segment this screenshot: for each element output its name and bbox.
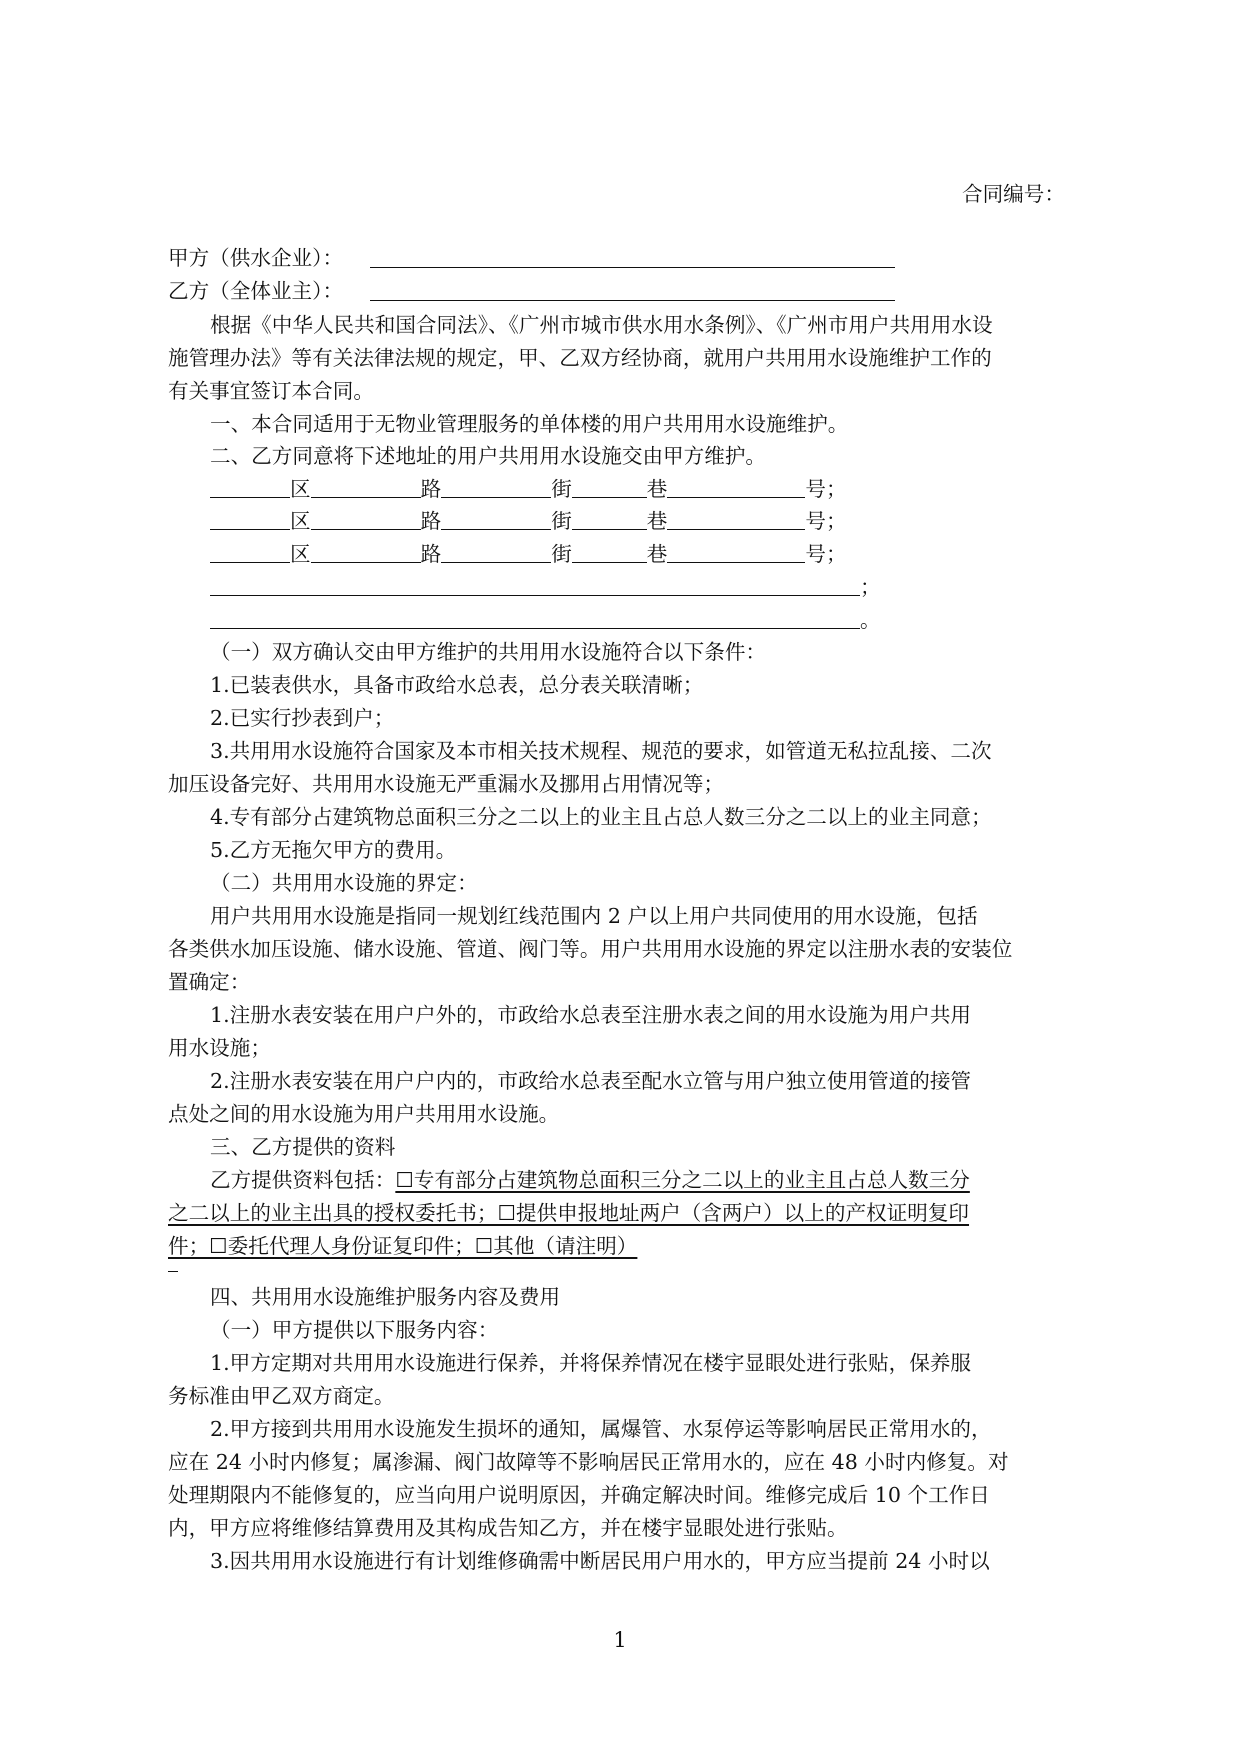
conditions-title: （一）双方确认交由甲方维护的共用用水设施符合以下条件： [210,640,767,664]
district-blank[interactable] [210,509,290,530]
district-label: 区 [290,509,311,533]
preamble-line-2: 施管理办法》等有关法律法规的规定，甲、乙双方经协商，就用户共用用水设施维护工作的 [168,346,992,370]
road-label: 路 [420,542,442,566]
materials-options-line-2[interactable]: 之二以上的业主出具的授权委托书；☐提供申报地址两户（含两户）以上的产权证明复印 [168,1201,970,1225]
district-label: 区 [290,542,311,566]
district-blank[interactable] [210,477,290,498]
number-blank[interactable] [667,542,805,563]
preamble-line-1: 根据《中华人民共和国合同法》、《广州市城市供水用水条例》、《广州市用户共用用水设 [210,313,993,337]
road-blank[interactable] [311,509,421,530]
definition-item-1-line-1: 1.注册水表安装在用户户外的，市政给水总表至注册水表之间的用水设施为用户共用 [210,1003,972,1027]
street-blank[interactable] [441,509,551,530]
condition-3-line-1: 3.共用用水设施符合国家及本市相关技术规程、规范的要求，如管道无私拉乱接、二次 [210,739,992,763]
clause-1: 一、本合同适用于无物业管理服务的单体楼的用户共用用水设施维护。 [210,412,849,436]
service-2-line-2: 应在 24 小时内修复；属渗漏、阀门故障等不影响居民正常用水的，应在 48 小时内修复。对 [168,1450,1009,1474]
definition-para-line-1: 用户共用用水设施是指同一规划红线范围内 2 户以上用户共同使用的用水设施，包括 [210,904,978,928]
party-a-label: 甲方（供水企业）： [168,246,344,270]
contract-number-label: 合同编号： [962,182,1065,206]
party-b-label: 乙方（全体业主）： [168,279,344,303]
clause-4-title: 四、共用用水设施维护服务内容及费用 [210,1285,561,1309]
condition-2: 2.已实行抄表到户； [210,706,395,730]
condition-1: 1.已装表供水，具备市政给水总表，总分表关联清晰； [210,673,704,697]
address-row-3 [210,539,1122,569]
lane-blank[interactable] [572,477,647,498]
service-2-line-1: 2.甲方接到共用用水设施发生损坏的通知，属爆管、水泵停运等影响居民正常用水的， [210,1417,992,1441]
definition-item-2-line-2: 点处之间的用水设施为用户共用用水设施。 [168,1102,560,1126]
definition-item-1-line-2: 用水设施； [168,1036,271,1060]
address-row-4 [210,572,1122,602]
address-free-blank[interactable] [210,575,860,596]
road-label: 路 [420,477,442,501]
condition-5: 5.乙方无拖欠甲方的费用。 [210,838,457,862]
address-row-2 [210,506,1122,536]
street-blank[interactable] [441,542,551,563]
preamble-line-3: 有关事宜签订本合同。 [168,379,374,403]
clause-2: 二、乙方同意将下述地址的用户共用用水设施交由甲方维护。 [210,444,767,468]
number-blank[interactable] [667,509,805,530]
address-row-5 [210,605,1122,635]
page-number: 1 [613,1628,627,1652]
service-2-line-4: 内，甲方应将维修结算费用及其构成告知乙方，并在楼宇显眼处进行张贴。 [168,1516,848,1540]
lane-label: 巷 [646,542,668,566]
party-a-blank[interactable] [370,267,895,268]
number-label: 号； [805,477,847,501]
address-period: 。 [860,608,881,632]
materials-options-line-1[interactable]: ☐专有部分占建筑物总面积三分之二以上的业主且占总人数三分 [395,1168,970,1192]
party-b-blank[interactable] [370,300,895,301]
lane-blank[interactable] [572,542,647,563]
service-1-line-2: 务标准由甲乙双方商定。 [168,1384,395,1408]
street-label: 街 [551,509,572,533]
definition-para-line-3: 置确定： [168,970,251,994]
materials-lead: 乙方提供资料包括： [210,1168,396,1192]
street-label: 街 [551,542,572,566]
definition-item-2-line-1: 2.注册水表安装在用户户内的，市政给水总表至配水立管与用户独立使用管道的接管 [210,1069,972,1093]
district-label: 区 [290,477,311,501]
lane-label: 巷 [646,509,668,533]
materials-options-line-3[interactable]: 件；☐委托代理人身份证复印件；☐其他（请注明） [168,1234,638,1258]
condition-3-line-2: 加压设备完好、共用用水设施无严重漏水及挪用占用情况等； [168,772,725,796]
number-label: 号； [805,509,847,533]
district-blank[interactable] [210,542,290,563]
stray-underline-mark [168,1271,178,1272]
clause-3-line-1 [210,1165,1122,1195]
number-blank[interactable] [667,477,805,498]
address-free-blank[interactable] [210,608,860,629]
lane-label: 巷 [646,477,668,501]
street-blank[interactable] [441,477,551,498]
service-2-line-3: 处理期限内不能修复的，应当向用户说明原因，并确定解决时间。维修完成后 10 个工作日 [168,1483,990,1507]
clause-3-title: 三、乙方提供的资料 [210,1135,396,1159]
lane-blank[interactable] [572,509,647,530]
definition-title: （二）共用用水设施的界定： [210,871,478,895]
road-blank[interactable] [311,477,421,498]
road-label: 路 [420,509,442,533]
service-1-line-1: 1.甲方定期对共用用水设施进行保养，并将保养情况在楼宇显眼处进行张贴，保养服 [210,1351,972,1375]
definition-para-line-2: 各类供水加压设施、储水设施、管道、阀门等。用户共用用水设施的界定以注册水表的安装位 [168,937,1013,961]
road-blank[interactable] [311,542,421,563]
service-3-line-1: 3.因共用用水设施进行有计划维修确需中断居民用户用水的，甲方应当提前 24 小时以 [210,1549,990,1573]
address-row-1 [210,474,1122,504]
condition-4: 4.专有部分占建筑物总面积三分之二以上的业主且占总人数三分之二以上的业主同意； [210,805,992,829]
street-label: 街 [551,477,572,501]
number-label: 号； [805,542,847,566]
address-semicolon: ； [860,575,881,599]
clause-4-subtitle: （一）甲方提供以下服务内容： [210,1318,499,1342]
